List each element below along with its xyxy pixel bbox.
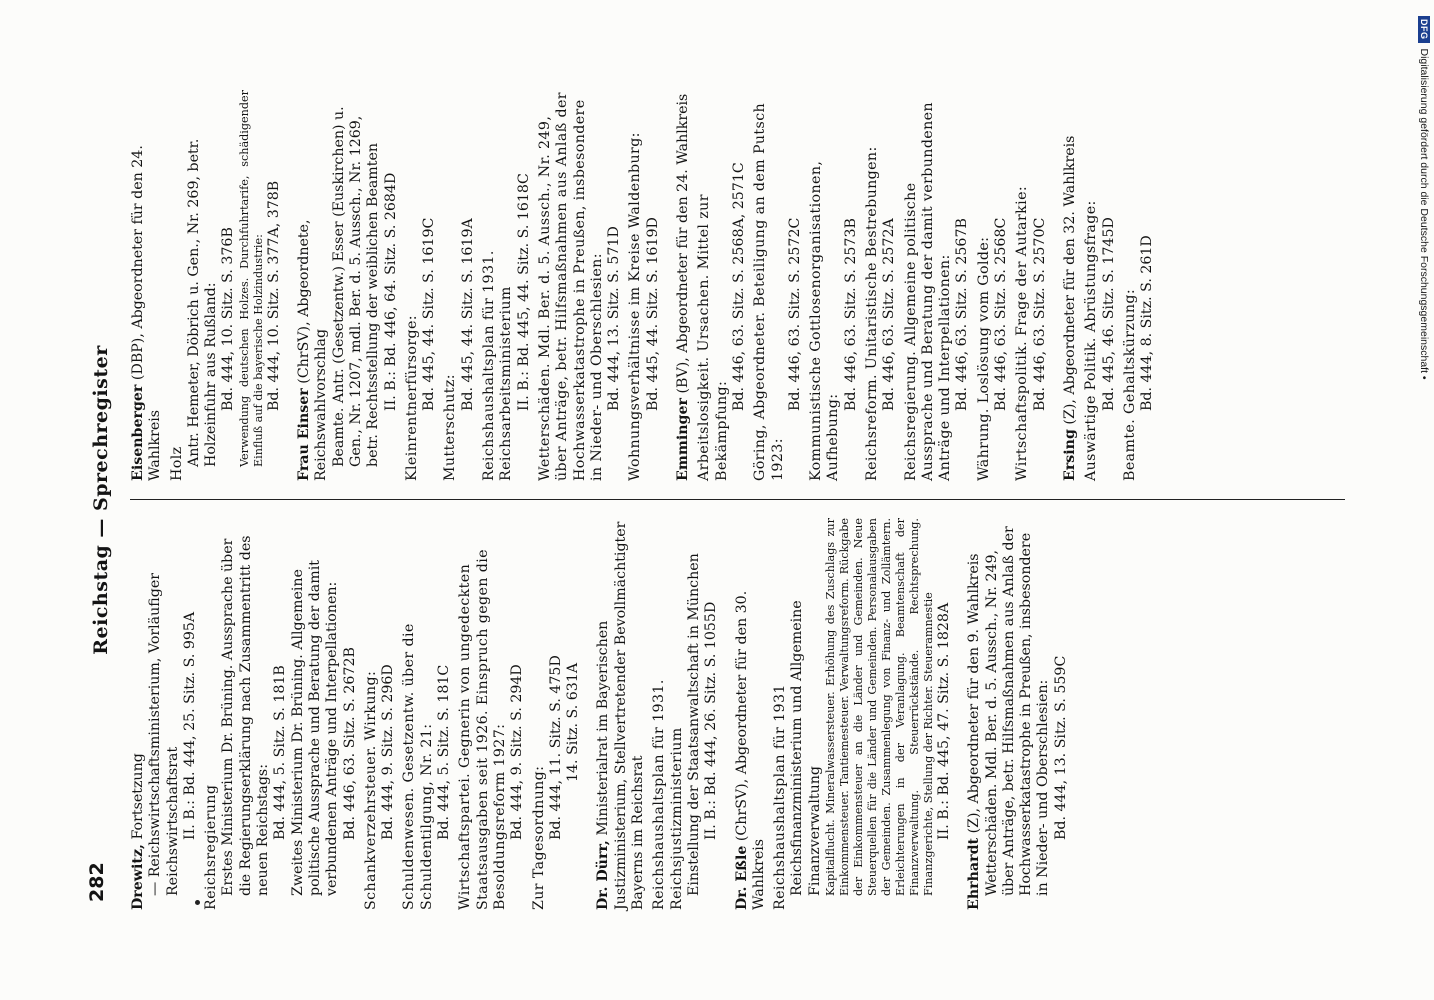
topic-heading: Reichsreform. Unitaristische Bestrebungen:	[863, 146, 880, 481]
citation: Bd. 444, 8. Sitz. S. 261D	[1139, 235, 1156, 411]
page-number: 282	[86, 862, 108, 902]
dfg-logo: DFG	[1418, 16, 1430, 43]
topic-heading: Arbeitslosigkeit. Ursachen. Mittel zur Bekämpfung:	[696, 194, 730, 481]
entry-line: Wetterschäden. Mdl. Ber. d. 5. Aussch., Nr. 249, über Anträge, betr. Hilfsmaßnahmen aus Anlaß der Hochwasserkatastrophe in Preußen, insbesondere in Nieder- und Oberschlesien:	[983, 526, 1052, 896]
citation: Bd. 444, 5. Sitz. S. 181B	[272, 665, 289, 840]
speaker-name: Frau Einser	[296, 388, 313, 481]
citation: II. B.: Bd. 445, 44. Sitz. S. 1618C	[515, 173, 532, 411]
speaker-name: Ehrhardt	[966, 837, 983, 910]
citation: Bd. 444, 11. Sitz. S. 475D	[547, 655, 564, 840]
entry-line: Reichsfinanzministerium und Allgemeine Finanzverwaltung	[789, 600, 823, 896]
citation: Bd. 444, 10. Sitz. S. 377A, 378B	[265, 180, 282, 411]
topic-heading: Wetterschäden. Mdl. Ber. d. 5. Aussch., Nr. 249, über Anträge, betr. Hilfsmaßnahmen aus Anlaß der Hochwasserkatastrophe in Preußen, insbesondere in Nieder- und Oberschlesien:	[536, 92, 605, 481]
topic-heading: Reichshaushaltsplan für 1931	[772, 684, 789, 910]
entry-line: Beamte. Antr. (Gesetzentw.) Esser (Euskirchen) u. Gen., Nr. 1207, mdl. Ber. d. 5. Aussch., Nr. 1269, betr. Rechtsstellung der weiblichen Beamten	[330, 106, 382, 467]
two-column-body	[130, 90, 1345, 910]
citation: Bd. 446, 63. Sitz. S. 2568A, 2571C	[730, 162, 747, 411]
entry-line: Zweites Ministerium Dr. Brüning. Allgemeine politische Aussprache und Beratung der damit verbundenen Anträge und Interpellationen:	[289, 560, 341, 896]
topic-heading: Mutterschutz:	[442, 374, 459, 481]
citation: Bd. 444, 13. Sitz. S. 559C	[1052, 655, 1069, 840]
citation: Bd. 446, 63. Sitz. S. 2572A	[881, 218, 898, 411]
citation: Bd. 445, 44. Sitz. S. 1619A	[459, 218, 476, 411]
register-entry	[296, 90, 662, 481]
running-title: Reichstag — Sprechregister	[90, 345, 112, 655]
citation: Bd. 446, 63. Sitz. S. 2568C	[993, 217, 1010, 411]
entry-line: Erstes Ministerium Dr. Brüning. Aussprache über die Regierungserklärung nach Zusammentritt des neuen Reichstags:	[220, 535, 272, 896]
citation: Bd. 446, 63. Sitz. S. 2672B	[341, 647, 358, 840]
topic-heading: Reichsregierung	[203, 784, 220, 910]
citation: Bd. 444, 9. Sitz. S. 294D	[509, 664, 526, 840]
entry-lead: (BV), Abgeordneter für den 24. Wahlkreis	[675, 93, 692, 394]
topic-heading: Währung. Loslösung vom Golde:	[975, 236, 992, 481]
topic-heading: Wohnungsverhältnisse im Kreise Waldenburg:	[627, 132, 644, 481]
entry-lead: (ChrSV), Abgeordnete, Reichswahlvorschlag	[296, 219, 330, 481]
citation: II. B.: Bd. 444, 26. Sitz. S. 1055D	[703, 601, 720, 840]
register-entry	[734, 518, 954, 910]
citation: Bd. 446, 63. Sitz. S. 2567B	[954, 218, 971, 411]
speaker-name: Dr. Dürr,	[595, 840, 612, 910]
speaker-name: Emminger	[675, 398, 692, 481]
speaker-name: Dr. Eßle	[733, 845, 750, 910]
topic-heading: Wirtschaftspartei. Gegnerin von ungedeckten Staatsausgaben seit 1926. Einspruch gegen die Besoldungsreform 1927:	[457, 549, 508, 910]
page-header	[72, 90, 130, 910]
entry-subtopics: Kapitalflucht. Mineralwassersteuer. Erhöhung des Zuschlags zur Einkommensteuer. Tantiemesteuer. Verwaltungsreform. Rückgabe der Einkommensteuer an die Länder und Gemeinden. Neue Steuerquellen für die Länder und Gemeinden. Personalausgaben der Gemeinden. Zusammenlegung von Finanz- und Zollämtern. Erleichterungen in der Veranlagung. Beamtenschaft der Finanzverwaltung. Steuerrückstände. Rechtsprechung. Finanzgerichte, Stellung der Richter. Steueramnestie	[823, 518, 935, 896]
citation: Bd. 444, 10. Sitz. S. 376B	[220, 227, 237, 411]
topic-heading: Reichshaushaltsplan für 1931. Reichsarbeitsministerium	[481, 250, 515, 481]
topic-heading: Schuldenwesen. Gesetzentw. über die Schuldentilgung, Nr. 21:	[401, 623, 435, 910]
speaker-name: Drewitz,	[130, 844, 146, 910]
citation: Bd. 445, 46. Sitz. S. 1745D	[1100, 217, 1117, 411]
topic-heading: Kommunistische Gottlosenorganisationen, Aufhebung:	[808, 160, 842, 481]
citation: Bd. 446, 63. Sitz. S. 2570C	[1031, 217, 1048, 411]
stray-bullet-mark	[195, 900, 200, 905]
topic-heading: Reichsregierung. Allgemeine politische Aussprache und Beratung der damit verbundenen Anträge und Interpellationen:	[902, 102, 954, 481]
citation: 14. Sitz. S. 631A	[565, 662, 582, 782]
citation: II. B.: Bd. 446, 64. Sitz. S. 2684D	[382, 172, 399, 411]
topic-heading: Schankverzehrsteuer. Wirkung:	[362, 670, 379, 910]
citation: Bd. 444, 5. Sitz. S. 181C	[436, 664, 453, 840]
speaker-name: Ersing	[1061, 429, 1078, 481]
topic-heading: Wirtschaftspolitik. Frage der Autarkie:	[1014, 185, 1031, 481]
register-entry	[675, 90, 1049, 481]
topic-heading: Zur Tagesordnung:	[530, 765, 547, 910]
citation: Bd. 444, 9. Sitz. S. 296D	[380, 664, 397, 840]
topic-heading: Beamte. Gehaltskürzung:	[1121, 288, 1138, 481]
register-entry	[595, 518, 720, 910]
register-entry	[1062, 90, 1156, 481]
left-column	[130, 500, 1345, 910]
entry-lead: (Z), Abgeordneter für den 32. Wahlkreis	[1061, 135, 1078, 425]
topic-heading: Auswärtige Politik. Abrüstungsfrage:	[1083, 200, 1100, 481]
citation: Bd. 446, 63. Sitz. S. 2573B	[842, 218, 859, 411]
funding-notice-text: Digitalisierung gefördert durch die Deutsche Forschungsgemeinschaft •	[1418, 48, 1430, 380]
register-entry	[966, 518, 1070, 910]
entry-lead: (DBP), Abgeordneter für den 24. Wahlkreis	[130, 145, 164, 481]
topic-heading: Holz	[168, 446, 185, 481]
entry-line: Einstellung der Staatsanwaltschaft in München	[685, 553, 702, 896]
entry-line: Antr. Hemeter, Döbrich u. Gen., Nr. 269, betr. Holzeinfuhr aus Rußland:	[185, 138, 220, 467]
topic-heading: Reichshaushaltsplan für 1931. Reichsjustizministerium	[651, 679, 685, 910]
entry-line: — Reichswirtschaftsministerium, Vorläufiger Reichswirtschaftsrat	[147, 573, 181, 896]
right-column	[130, 90, 1345, 500]
citation: II. B.: Bd. 445, 47. Sitz. S. 1828A	[935, 602, 952, 840]
topic-heading: Kleinrentnerfürsorge:	[403, 315, 420, 481]
entry-lead: (Z), Abgeordneter für den 9. Wahlkreis	[966, 553, 983, 834]
entry-lead: (ChrSV), Abgeordneter für den 30. Wahlkreis	[733, 590, 767, 910]
register-entry	[130, 90, 283, 481]
topic-heading: Göring, Abgeordneter. Beteiligung an dem Putsch 1923:	[752, 102, 786, 481]
citation: Bd. 445, 44. Sitz. S. 1619D	[644, 217, 661, 411]
citation: Bd. 445, 44. Sitz. S. 1619C	[421, 217, 438, 411]
register-entry	[130, 518, 582, 910]
speaker-name: Eisenberger	[130, 384, 146, 481]
citation: II. B.: Bd. 444, 25. Sitz. S. 995A	[181, 611, 198, 840]
citation: Bd. 446, 63. Sitz. S. 2572C	[786, 217, 803, 411]
rotated-page-content	[72, 80, 1362, 920]
entry-subtopics: Verwendung deutschen Holzes. Durchfuhrtarife, schädigender Einfluß auf die bayerische Holzindustrie:	[237, 90, 265, 467]
funding-notice-strip	[1414, 10, 1434, 990]
entry-lead: Fortsetzung	[130, 753, 146, 840]
entry-lead: Ministerialrat im Bayerischen Justizministerium, Stellvertretender Bevollmächtigter Bayerns im Reichsrat	[595, 521, 647, 910]
citation: Bd. 444, 13. Sitz. S. 571D	[606, 226, 623, 411]
